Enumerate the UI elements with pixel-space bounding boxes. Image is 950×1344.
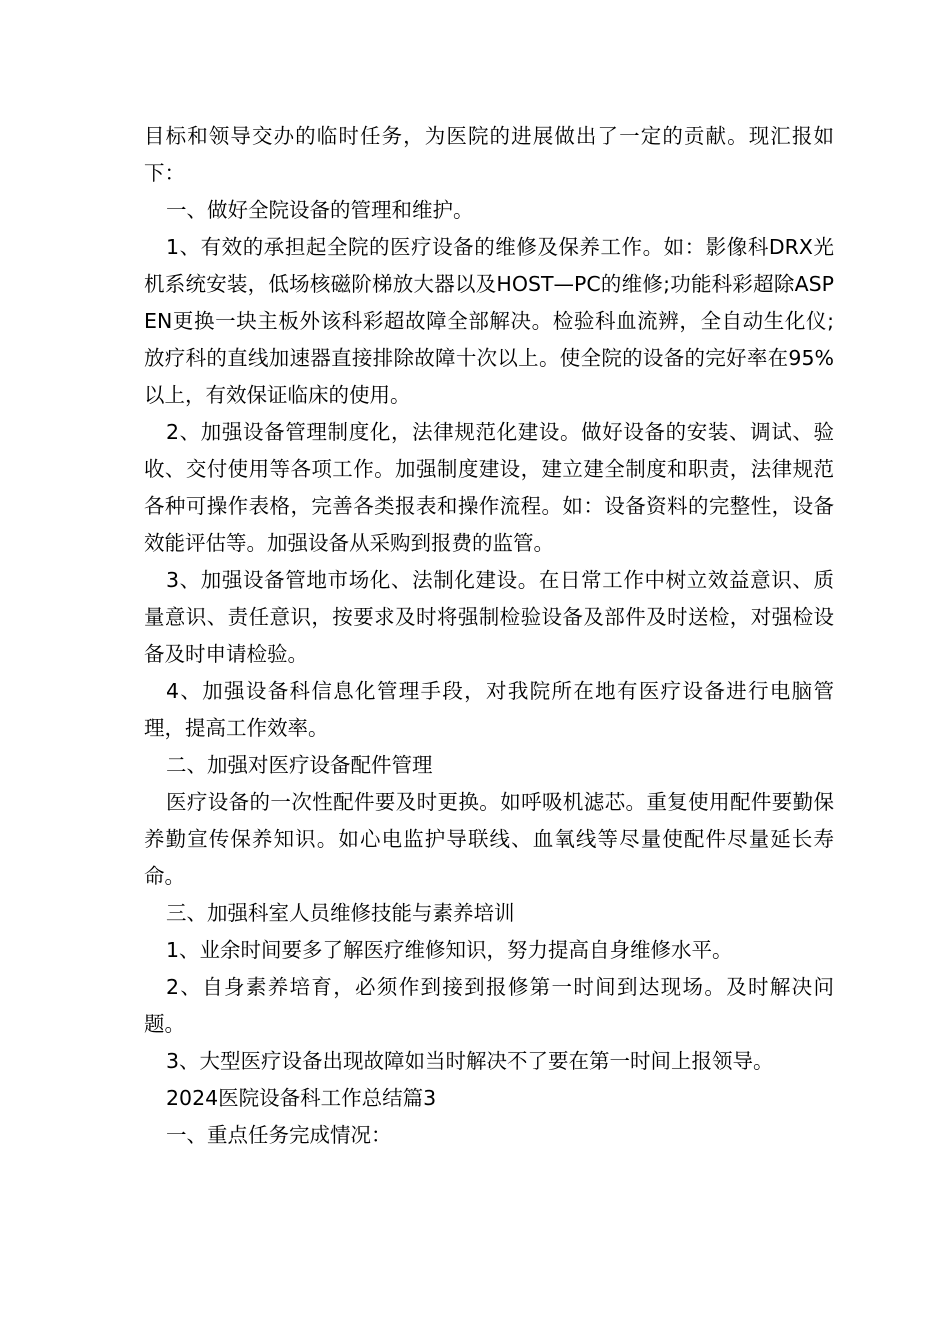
paragraph-continuation: 目标和领导交办的临时任务，为医院的进展做出了一定的贡献。现汇报如下： — [144, 124, 834, 185]
paragraph-item-1-4: 4、加强设备科信息化管理手段，对我院所在地有医疗设备进行电脑管理，提高工作效率。 — [144, 679, 834, 740]
article-title-part-3: 2024医院设备科工作总结篇3 — [166, 1086, 437, 1110]
section-heading-2: 二、加强对医疗设备配件管理 — [166, 753, 433, 777]
paragraph-item-3-2: 2、自身素养培育，必须作到接到报修第一时间到达现场。及时解决问题。 — [144, 975, 834, 1036]
paragraph-item-1-2: 2、加强设备管理制度化，法律规范化建设。做好设备的安装、调试、验收、交付使用等各项工作。加强制度建设，建立建全制度和职责，法律规范各种可操作表格，完善各类报表和操作流程。如：设备资料的完整性，设备效能评估等。加强设备从采购到报费的监管。 — [144, 420, 834, 555]
paragraph-item-1-1: 1、有效的承担起全院的医疗设备的维修及保养工作。如：影像科DRX光机系统安装，低场核磁阶梯放大器以及HOST—PC的维修;功能科彩超除ASPEN更换一块主板外该科彩超故障全部解决。检验科血流辨，全自动生化仪;放疗科的直线加速器直接排除故障十次以上。使全院的设备的完好率在95%以上，有效保证临床的使用。 — [144, 235, 834, 407]
paragraph-item-3-1: 1、业余时间要多了解医疗维修知识，努力提高自身维修水平。 — [166, 938, 733, 962]
document-body — [144, 118, 834, 1154]
section-heading-3: 三、加强科室人员维修技能与素养培训 — [166, 901, 515, 925]
paragraph-section-2: 医疗设备的一次性配件要及时更换。如呼吸机滤芯。重复使用配件要勤保养勤宣传保养知识。如心电监护导联线、血氧线等尽量使配件尽量延长寿命。 — [144, 790, 834, 888]
paragraph-item-1-3: 3、加强设备管地市场化、法制化建设。在日常工作中树立效益意识、质量意识、责任意识，按要求及时将强制检验设备及部件及时送检，对强检设备及时申请检验。 — [144, 568, 834, 666]
section-heading-1: 一、做好全院设备的管理和维护。 — [166, 198, 474, 222]
section-heading-key-tasks: 一、重点任务完成情况： — [166, 1123, 392, 1147]
paragraph-item-3-3: 3、大型医疗设备出现故障如当时解决不了要在第一时间上报领导。 — [166, 1049, 774, 1073]
